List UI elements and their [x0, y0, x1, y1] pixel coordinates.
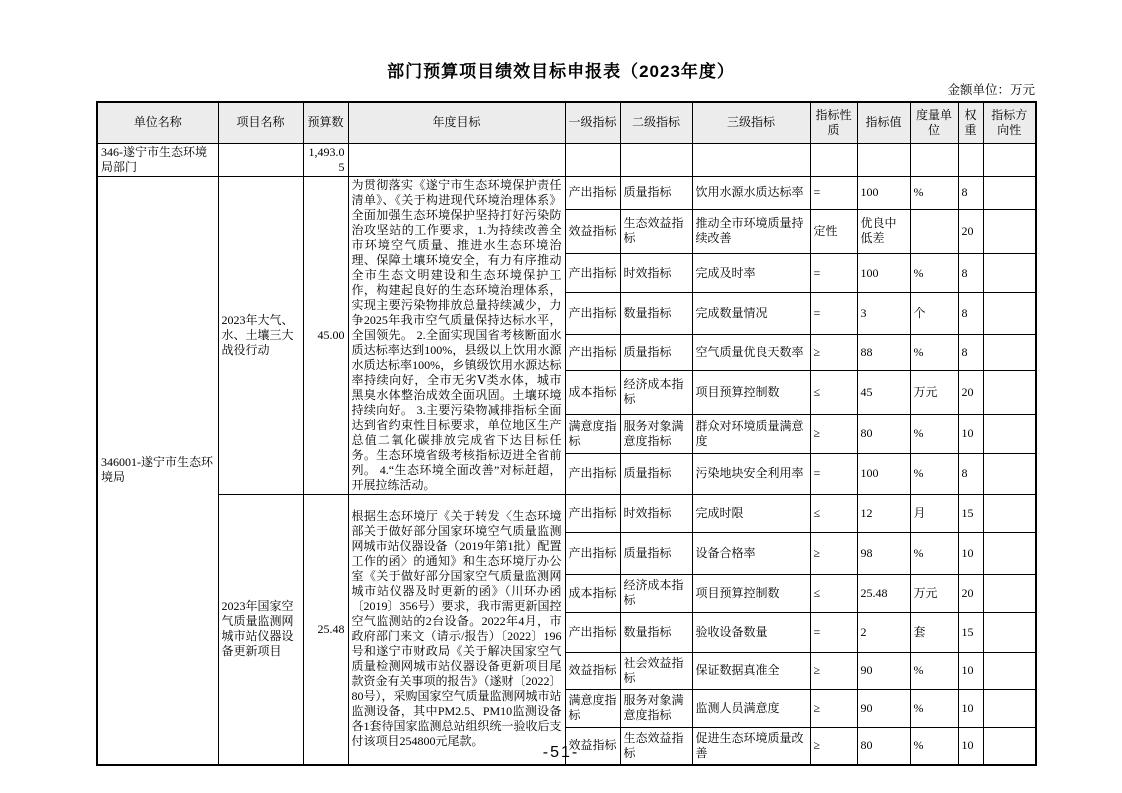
- table-row: [97, 494, 1036, 532]
- l3-cell: 推动全市环境质量持续改善: [692, 209, 810, 253]
- l3-cell: 空气质量优良天数率: [692, 334, 810, 370]
- nature-cell: ≥: [810, 652, 857, 689]
- l3-cell: 设备合格率: [692, 532, 810, 574]
- nature-cell: ≤: [810, 370, 857, 414]
- l3-cell: 完成数量情况: [692, 293, 810, 335]
- unit-cell: 万元: [910, 370, 958, 414]
- l3-cell: 促进生态环境质量改善: [692, 727, 810, 765]
- header-weight: 权重: [958, 102, 983, 143]
- direction-cell: [983, 176, 1036, 209]
- l3-cell: 污染地块安全利用率: [692, 453, 810, 494]
- l1-cell: 成本指标: [565, 574, 620, 612]
- value-cell: 100: [857, 253, 910, 292]
- weight-cell: 20: [958, 209, 983, 253]
- header-annual-goal: 年度目标: [348, 102, 565, 143]
- direction-cell: [983, 414, 1036, 453]
- unit-cell: %: [910, 689, 958, 727]
- nature-cell: ≥: [810, 689, 857, 727]
- value-cell: 90: [857, 652, 910, 689]
- l1-cell: 效益指标: [565, 652, 620, 689]
- l2-cell: 质量指标: [620, 334, 692, 370]
- l3-cell: 项目预算控制数: [692, 574, 810, 612]
- unit-cell: %: [910, 532, 958, 574]
- value-cell: 3: [857, 293, 910, 335]
- budget-cell: 45.00: [303, 176, 348, 494]
- value-cell: 88: [857, 334, 910, 370]
- nature-cell: 定性: [810, 209, 857, 253]
- l2-cell: 服务对象满意度指标: [620, 414, 692, 453]
- value-cell: 80: [857, 727, 910, 765]
- l3-cell: 项目预算控制数: [692, 370, 810, 414]
- header-unit-name: 单位名称: [97, 102, 218, 143]
- value-cell: 优良中低差: [857, 209, 910, 253]
- value-cell: 45: [857, 370, 910, 414]
- l2-cell: 质量指标: [620, 532, 692, 574]
- weight-cell: 10: [958, 689, 983, 727]
- direction-cell: [983, 453, 1036, 494]
- annual-goal-cell: 根据生态环境厅《关于转发〈生态环境部关于做好部分国家环境空气质量监测网城市站仪器设备（2019年第1批）配置工作的函〉的通知》和生态环境厅办公室《关于做好部分国家空气质量监测网城市站仪器及时更新的函》（川环办函〔2019〕356号）要求，我市需更新国控空气监测站的2台设备。2022年4月，市政府部门来文（请示/报告）〔2022〕196号和遂宁市财政局《关于解决国家空气质量检测网城市站仪器设备更新项目尾款资金有关事项的报告》（遂财〔2022〕80号），采购国家空气质量监测网城市站监测设备，其中PM2.5、PM10监测设备各1套待国家监测总站组织统一验收后支付该项目254800元尾款。: [348, 494, 565, 765]
- nature-cell: ≤: [810, 494, 857, 532]
- value-cell: 90: [857, 689, 910, 727]
- unit-cell: %: [910, 253, 958, 292]
- weight-cell: 8: [958, 176, 983, 209]
- l1-cell: 产出指标: [565, 612, 620, 652]
- l1-cell: 产出指标: [565, 293, 620, 335]
- l2-cell: 时效指标: [620, 253, 692, 292]
- l2-cell: 质量指标: [620, 176, 692, 209]
- direction-cell: [983, 143, 1036, 176]
- direction-cell: [983, 293, 1036, 335]
- header-l3: 三级指标: [692, 102, 810, 143]
- weight-cell: 15: [958, 494, 983, 532]
- nature-cell: =: [810, 453, 857, 494]
- header-nature: 指标性质: [810, 102, 857, 143]
- value-cell: 100: [857, 176, 910, 209]
- l1-cell: 产出指标: [565, 453, 620, 494]
- project-name-cell: 2023年大气、水、土壤三大战役行动: [218, 176, 303, 494]
- l2-cell: 生态效益指标: [620, 727, 692, 765]
- unit-cell: 套: [910, 612, 958, 652]
- header-row: [97, 102, 1036, 143]
- direction-cell: [983, 253, 1036, 292]
- weight-cell: 8: [958, 334, 983, 370]
- direction-cell: [983, 494, 1036, 532]
- weight-cell: 8: [958, 453, 983, 494]
- project-name-cell: [218, 143, 303, 176]
- l2-cell: 时效指标: [620, 494, 692, 532]
- weight-cell: 10: [958, 532, 983, 574]
- value-cell: 2: [857, 612, 910, 652]
- direction-cell: [983, 532, 1036, 574]
- l3-cell: 保证数据真准全: [692, 652, 810, 689]
- nature-cell: ≥: [810, 334, 857, 370]
- unit-cell: 个: [910, 293, 958, 335]
- unit-cell: %: [910, 727, 958, 765]
- l1-cell: 产出指标: [565, 253, 620, 292]
- l1-cell: 产出指标: [565, 334, 620, 370]
- direction-cell: [983, 370, 1036, 414]
- unit-cell: %: [910, 453, 958, 494]
- unit-cell: %: [910, 334, 958, 370]
- table-row: [97, 176, 1036, 209]
- l2-cell: 数量指标: [620, 293, 692, 335]
- weight-cell: 20: [958, 574, 983, 612]
- l2-cell: 数量指标: [620, 612, 692, 652]
- annual-goal-cell: [348, 143, 565, 176]
- nature-cell: ≤: [810, 574, 857, 612]
- direction-cell: [983, 689, 1036, 727]
- annual-goal-cell: 为贯彻落实《遂宁市生态环境保护责任清单》、《关于构进现代环境治理体系》全面加强生态环境保护坚持打好污染防治攻坚站的工作要求，1.为持续改善全市环境空气质量、推进水生态环境治理、保障土壤环境安全，有力有序推动全市生态文明建设和生态环境保护工作，构建起良好的生态环境治理体系，实现主要污染物排放总量持续减少，力争2025年我市空气质量保持达标水平，全国领先。 2.全面实现国省考核断面水质达标率达到100%，县级以上饮用水源水质达标率100%，乡镇级饮用水源达标率持续向好，全市无劣Ⅴ类水体，城市黑臭水体整治成效全面巩固。土壤环境持续向好。 3.主要污染物减排指标全面达到省约束性目标要求，单位地区生产总值二氧化碳排放完成省下达目标任务。生态环境省级考核指标迈进全省前列。 4.“生态环境全面改善”对标赶超，开展拉练活动。: [348, 176, 565, 494]
- nature-cell: =: [810, 253, 857, 292]
- nature-cell: ≥: [810, 414, 857, 453]
- value-cell: 80: [857, 414, 910, 453]
- l3-cell: [692, 143, 810, 176]
- l1-cell: 满意度指标: [565, 414, 620, 453]
- department-row: [97, 143, 1036, 176]
- project-name-cell: 2023年国家空气质量监测网城市站仪器设备更新项目: [218, 494, 303, 765]
- header-budget: 预算数: [303, 102, 348, 143]
- l2-cell: 经济成本指标: [620, 574, 692, 612]
- l1-cell: 效益指标: [565, 727, 620, 765]
- l1-cell: [565, 143, 620, 176]
- nature-cell: ≥: [810, 727, 857, 765]
- l1-cell: 产出指标: [565, 494, 620, 532]
- unit-name-cell: 346-遂宁市生态环境局部门: [97, 143, 218, 176]
- value-cell: 12: [857, 494, 910, 532]
- l2-cell: 服务对象满意度指标: [620, 689, 692, 727]
- header-project-name: 项目名称: [218, 102, 303, 143]
- value-cell: 100: [857, 453, 910, 494]
- nature-cell: =: [810, 176, 857, 209]
- l1-cell: 效益指标: [565, 209, 620, 253]
- l1-cell: 成本指标: [565, 370, 620, 414]
- l3-cell: 完成时限: [692, 494, 810, 532]
- l3-cell: 完成及时率: [692, 253, 810, 292]
- value-cell: 98: [857, 532, 910, 574]
- direction-cell: [983, 612, 1036, 652]
- weight-cell: 10: [958, 652, 983, 689]
- value-cell: 25.48: [857, 574, 910, 612]
- l3-cell: 验收设备数量: [692, 612, 810, 652]
- direction-cell: [983, 334, 1036, 370]
- l3-cell: 群众对环境质量满意度: [692, 414, 810, 453]
- header-direction: 指标方向性: [983, 102, 1036, 143]
- weight-cell: 10: [958, 414, 983, 453]
- direction-cell: [983, 652, 1036, 689]
- direction-cell: [983, 209, 1036, 253]
- budget-cell: 1,493.05: [303, 143, 348, 176]
- page-title: 部门预算项目绩效目标申报表（2023年度）: [387, 62, 735, 81]
- l2-cell: 质量指标: [620, 453, 692, 494]
- nature-cell: ≥: [810, 532, 857, 574]
- l2-cell: 经济成本指标: [620, 370, 692, 414]
- page-number: -51-: [542, 744, 580, 761]
- unit-cell: [910, 143, 958, 176]
- unit-cell: %: [910, 176, 958, 209]
- unit-cell: 月: [910, 494, 958, 532]
- budget-cell: 25.48: [303, 494, 348, 765]
- header-l1: 一级指标: [565, 102, 620, 143]
- weight-cell: [958, 143, 983, 176]
- unit-cell: [910, 209, 958, 253]
- nature-cell: [810, 143, 857, 176]
- l2-cell: 生态效益指标: [620, 209, 692, 253]
- unit-cell: 万元: [910, 574, 958, 612]
- l1-cell: 产出指标: [565, 532, 620, 574]
- l3-cell: 监测人员满意度: [692, 689, 810, 727]
- l1-cell: 满意度指标: [565, 689, 620, 727]
- weight-cell: 15: [958, 612, 983, 652]
- l3-cell: 饮用水源水质达标率: [692, 176, 810, 209]
- nature-cell: =: [810, 293, 857, 335]
- performance-target-table: [96, 101, 1037, 766]
- weight-cell: 8: [958, 293, 983, 335]
- l1-cell: 产出指标: [565, 176, 620, 209]
- header-value: 指标值: [857, 102, 910, 143]
- header-unit: 度量单位: [910, 102, 958, 143]
- weight-cell: 20: [958, 370, 983, 414]
- direction-cell: [983, 574, 1036, 612]
- nature-cell: =: [810, 612, 857, 652]
- value-cell: [857, 143, 910, 176]
- header-l2: 二级指标: [620, 102, 692, 143]
- unit-cell: %: [910, 414, 958, 453]
- l2-cell: [620, 143, 692, 176]
- unit-cell: %: [910, 652, 958, 689]
- unit-name-cell: 346001-遂宁市生态环境局: [97, 176, 218, 765]
- weight-cell: 8: [958, 253, 983, 292]
- l2-cell: 社会效益指标: [620, 652, 692, 689]
- amount-unit-note: 金额单位：万元: [947, 83, 1035, 97]
- weight-cell: 10: [958, 727, 983, 765]
